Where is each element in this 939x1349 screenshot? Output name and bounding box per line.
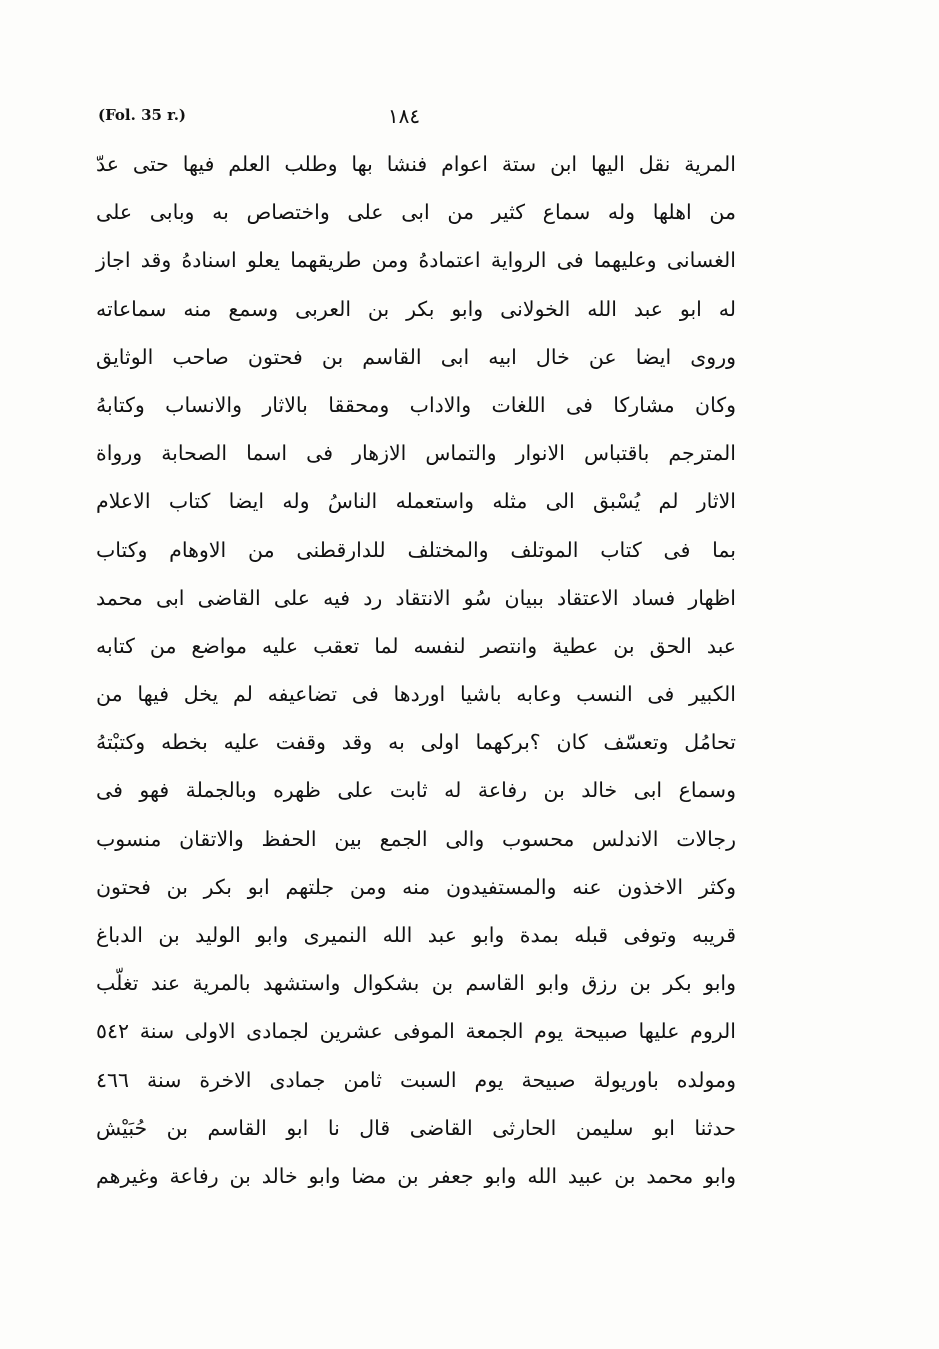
text-line: الاثار لم يُسْبق الى مثله واستعمله الناسُ وله ايضا كتاب الاعلام: [96, 489, 736, 514]
page-number: ١٨٤: [387, 104, 421, 128]
arabic-text-block: [96, 140, 736, 1200]
text-line: اظهار فساد الاعتقاد ببيان سُو الانتقاد رد فيه على القاضى ابى محمد: [96, 585, 736, 610]
folio-reference: (Fol. 35 r.): [98, 106, 187, 124]
text-line: له ابو عبد الله الخولانى وابو بكر بن العربى وسمع منه سماعاته: [96, 296, 736, 321]
text-line: تحامُل وتعسّف كان ؟بركهما اولى به وقد وقفت عليه بخطه وكتبْتهُ: [96, 730, 736, 755]
text-line: الغسانى وعليهما فى الرواية اعتمادهُ ومن طريقهما يعلو اسنادهُ وقد اجاز: [96, 248, 736, 273]
page-header: [98, 104, 710, 134]
text-line: وابو محمد بن عبيد الله وابو جعفر بن مضا وابو خالد بن رفاعة وغيرهم: [96, 1163, 736, 1188]
text-line: وكان مشاركا فى اللغات والاداب ومحققا بالاثار والانساب وكتابهُ: [96, 392, 736, 417]
text-line: قريبه وتوفى قبله بمدة وابو عبد الله النميرى وابو الوليد بن الدباغ: [96, 923, 736, 947]
text-line: المترجم باقتباس الانوار والتماس الازهار فى اسما الصحابة ورواة: [96, 441, 736, 466]
text-line: رجالات الاندلس محسوب والى الجمع بين الحفظ والاتقان منسوب: [96, 826, 736, 851]
text-line: وابو بكر بن رزق وابو القاسم بن بشكوال واستشهد بالمرية عند تغلّب: [96, 971, 736, 996]
text-line: وروى ايضا عن خال ابيه ابى القاسم بن فحتون صاحب الوثايق: [96, 344, 736, 369]
text-line: المرية نقل اليها ابن ستة اعوام فنشا بها وطلب العلم فيها حتى عدّ: [96, 152, 736, 176]
text-line: الكبير فى النسب وعابه باشيا اوردها فى تضاعيفه لم يخل فيها من: [96, 682, 736, 707]
text-line: عبد الحق بن عطية وانتصر لنفسه لما تعقب عليه مواضع من كتابه: [96, 633, 736, 658]
text-line: الروم عليها صبيحة يوم الجمعة الموفى عشرين لجمادى الاولى سنة ٥٤٢: [96, 1019, 736, 1044]
text-line: بما فى كتاب الموتلف والمختلف للدارقطنى من الاوهام وكتاب: [96, 537, 736, 562]
text-line: ومولده باوريولة صبيحة يوم السبت ثامن جمادى الاخرة سنة ٤٦٦: [96, 1067, 736, 1092]
text-line: وسماع ابى خالد بن رفاعة له ثابت على ظهره وبالجملة فهو فى: [96, 778, 736, 803]
text-line: وكثر الاخذون عنه والمستفيدون منه ومن جلتهم ابو بكر بن فحتون: [96, 874, 736, 899]
text-line: حدثنا ابو سليمن الحارثى القاضى قال نا ابو القاسم بن حُبَيْش: [96, 1115, 736, 1140]
text-line: من اهلها وله سماع كثير من ابى على واختصاص به وبابى على: [96, 200, 736, 225]
